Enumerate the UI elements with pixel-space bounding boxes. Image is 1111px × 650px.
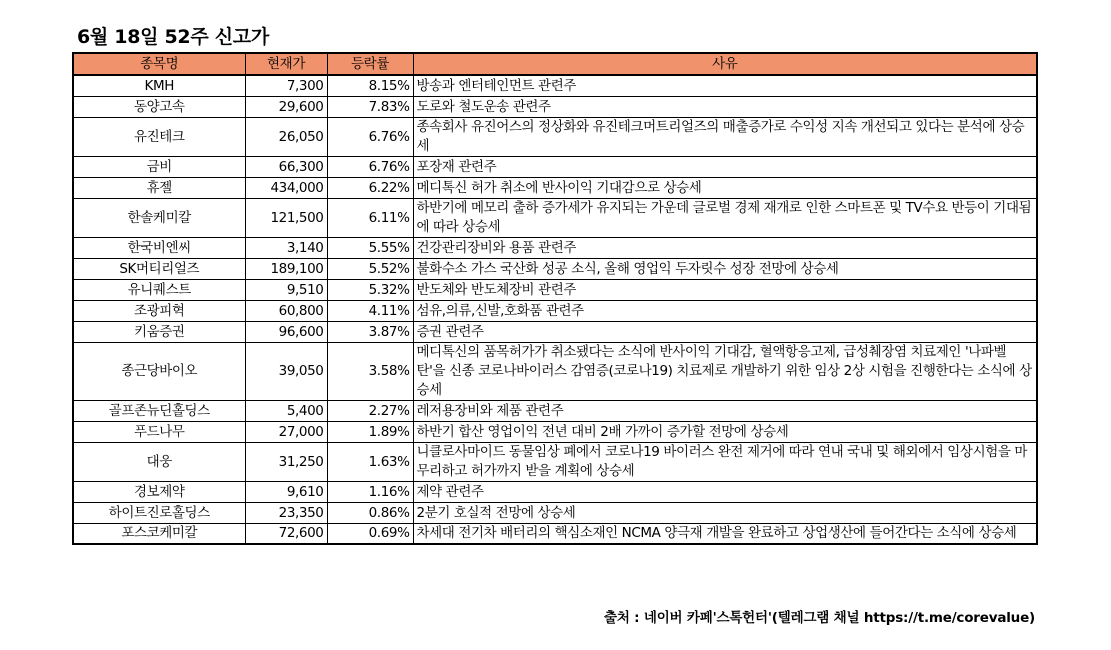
change-rate: 5.55% [327,238,413,259]
table-row [73,97,1037,118]
current-price: 96,600 [245,322,327,343]
change-rate: 3.58% [327,343,413,401]
stock-name: 유진테크 [73,118,245,157]
change-rate: 8.15% [327,75,413,97]
table-row [73,422,1037,443]
page-title: 6월 18일 52주 신고가 [77,26,269,48]
table-row [73,199,1037,238]
change-rate: 6.22% [327,178,413,199]
stock-name: 키움증권 [73,322,245,343]
reason: 메디톡신 허가 취소에 반사이익 기대감으로 상승세 [413,178,1037,199]
change-rate: 6.76% [327,118,413,157]
reason: 종속회사 유진어스의 정상화와 유진테크머트리얼즈의 매출증가로 수익성 지속 개선되고 있다는 분석에 상승세 [413,118,1037,157]
stock-name: 골프존뉴딘홀딩스 [73,401,245,422]
stock-table [72,52,1038,545]
change-rate: 5.32% [327,280,413,301]
reason: 건강관리장비와 용품 관련주 [413,238,1037,259]
change-rate: 1.63% [327,443,413,482]
stock-name: SK머티리얼즈 [73,259,245,280]
table-row [73,75,1037,97]
header-reason: 사유 [413,53,1037,75]
change-rate: 1.89% [327,422,413,443]
stock-name: 대웅 [73,443,245,482]
header-rate: 등락률 [327,53,413,75]
current-price: 9,510 [245,280,327,301]
stock-name: 한솔케미칼 [73,199,245,238]
stock-name: 유니퀘스트 [73,280,245,301]
reason: 포장재 관련주 [413,157,1037,178]
current-price: 26,050 [245,118,327,157]
current-price: 5,400 [245,401,327,422]
reason: 메디톡신의 품목허가가 취소됐다는 소식에 반사이익 기대감, 혈액항응고제, 급성췌장염 치료제인 '나파벨탄'을 신종 코로나바이러스 감염증(코로나19) 치료제로 개발하기 위한 임상 2상 시험을 진행한다는 소식에 상승세 [413,343,1037,401]
stock-name: 하이트진로홀딩스 [73,503,245,524]
reason: 섬유,의류,신발,호화품 관련주 [413,301,1037,322]
current-price: 7,300 [245,75,327,97]
stock-name: 휴젤 [73,178,245,199]
current-price: 72,600 [245,524,327,545]
header-price: 현재가 [245,53,327,75]
table-row [73,322,1037,343]
table-row [73,178,1037,199]
stock-name: 종근당바이오 [73,343,245,401]
stock-name: 금비 [73,157,245,178]
current-price: 60,800 [245,301,327,322]
table-row [73,443,1037,482]
stock-name: 한국비엔씨 [73,238,245,259]
table-row [73,157,1037,178]
table-row [73,118,1037,157]
reason: 방송과 엔터테인먼트 관련주 [413,75,1037,97]
change-rate: 5.52% [327,259,413,280]
source-note: 출처 : 네이버 카페'스톡헌터'(텔레그램 채널 https://t.me/corevalue) [603,610,1035,626]
table-row [73,503,1037,524]
change-rate: 4.11% [327,301,413,322]
current-price: 23,350 [245,503,327,524]
change-rate: 0.69% [327,524,413,545]
current-price: 39,050 [245,343,327,401]
table-row [73,259,1037,280]
stock-name: 조광피혁 [73,301,245,322]
table-row [73,280,1037,301]
stock-name: 포스코케미칼 [73,524,245,545]
current-price: 66,300 [245,157,327,178]
current-price: 29,600 [245,97,327,118]
stock-name: 푸드나무 [73,422,245,443]
current-price: 3,140 [245,238,327,259]
reason: 하반기에 메모리 출하 증가세가 유지되는 가운데 글로벌 경제 재개로 인한 스마트폰 및 TV수요 반등이 기대됨에 따라 상승세 [413,199,1037,238]
reason: 2분기 호실적 전망에 상승세 [413,503,1037,524]
table-row [73,401,1037,422]
table-row [73,301,1037,322]
stock-name: KMH [73,75,245,97]
change-rate: 7.83% [327,97,413,118]
current-price: 27,000 [245,422,327,443]
table-row [73,238,1037,259]
current-price: 121,500 [245,199,327,238]
change-rate: 1.16% [327,482,413,503]
reason: 하반기 합산 영업이익 전년 대비 2배 가까이 증가할 전망에 상승세 [413,422,1037,443]
reason: 레저용장비와 제품 관련주 [413,401,1037,422]
reason: 불화수소 가스 국산화 성공 소식, 올해 영업익 두자릿수 성장 전망에 상승세 [413,259,1037,280]
reason: 증권 관련주 [413,322,1037,343]
table-row [73,524,1037,545]
header-name: 종목명 [73,53,245,75]
current-price: 9,610 [245,482,327,503]
stock-name: 경보제약 [73,482,245,503]
reason: 차세대 전기차 배터리의 핵심소재인 NCMA 양극재 개발을 완료하고 상업생산에 들어간다는 소식에 상승세 [413,524,1037,545]
reason: 도로와 철도운송 관련주 [413,97,1037,118]
table-row [73,343,1037,401]
reason: 반도체와 반도체장비 관련주 [413,280,1037,301]
current-price: 434,000 [245,178,327,199]
change-rate: 2.27% [327,401,413,422]
stock-name: 동양고속 [73,97,245,118]
change-rate: 0.86% [327,503,413,524]
change-rate: 3.87% [327,322,413,343]
table-row [73,482,1037,503]
current-price: 189,100 [245,259,327,280]
change-rate: 6.76% [327,157,413,178]
current-price: 31,250 [245,443,327,482]
table-header-row [73,53,1037,75]
reason: 제약 관련주 [413,482,1037,503]
reason: 니클로사마이드 동물임상 폐에서 코로나19 바이러스 완전 제거에 따라 연내 국내 및 해외에서 임상시험을 마무리하고 허가까지 받을 계획에 상승세 [413,443,1037,482]
change-rate: 6.11% [327,199,413,238]
